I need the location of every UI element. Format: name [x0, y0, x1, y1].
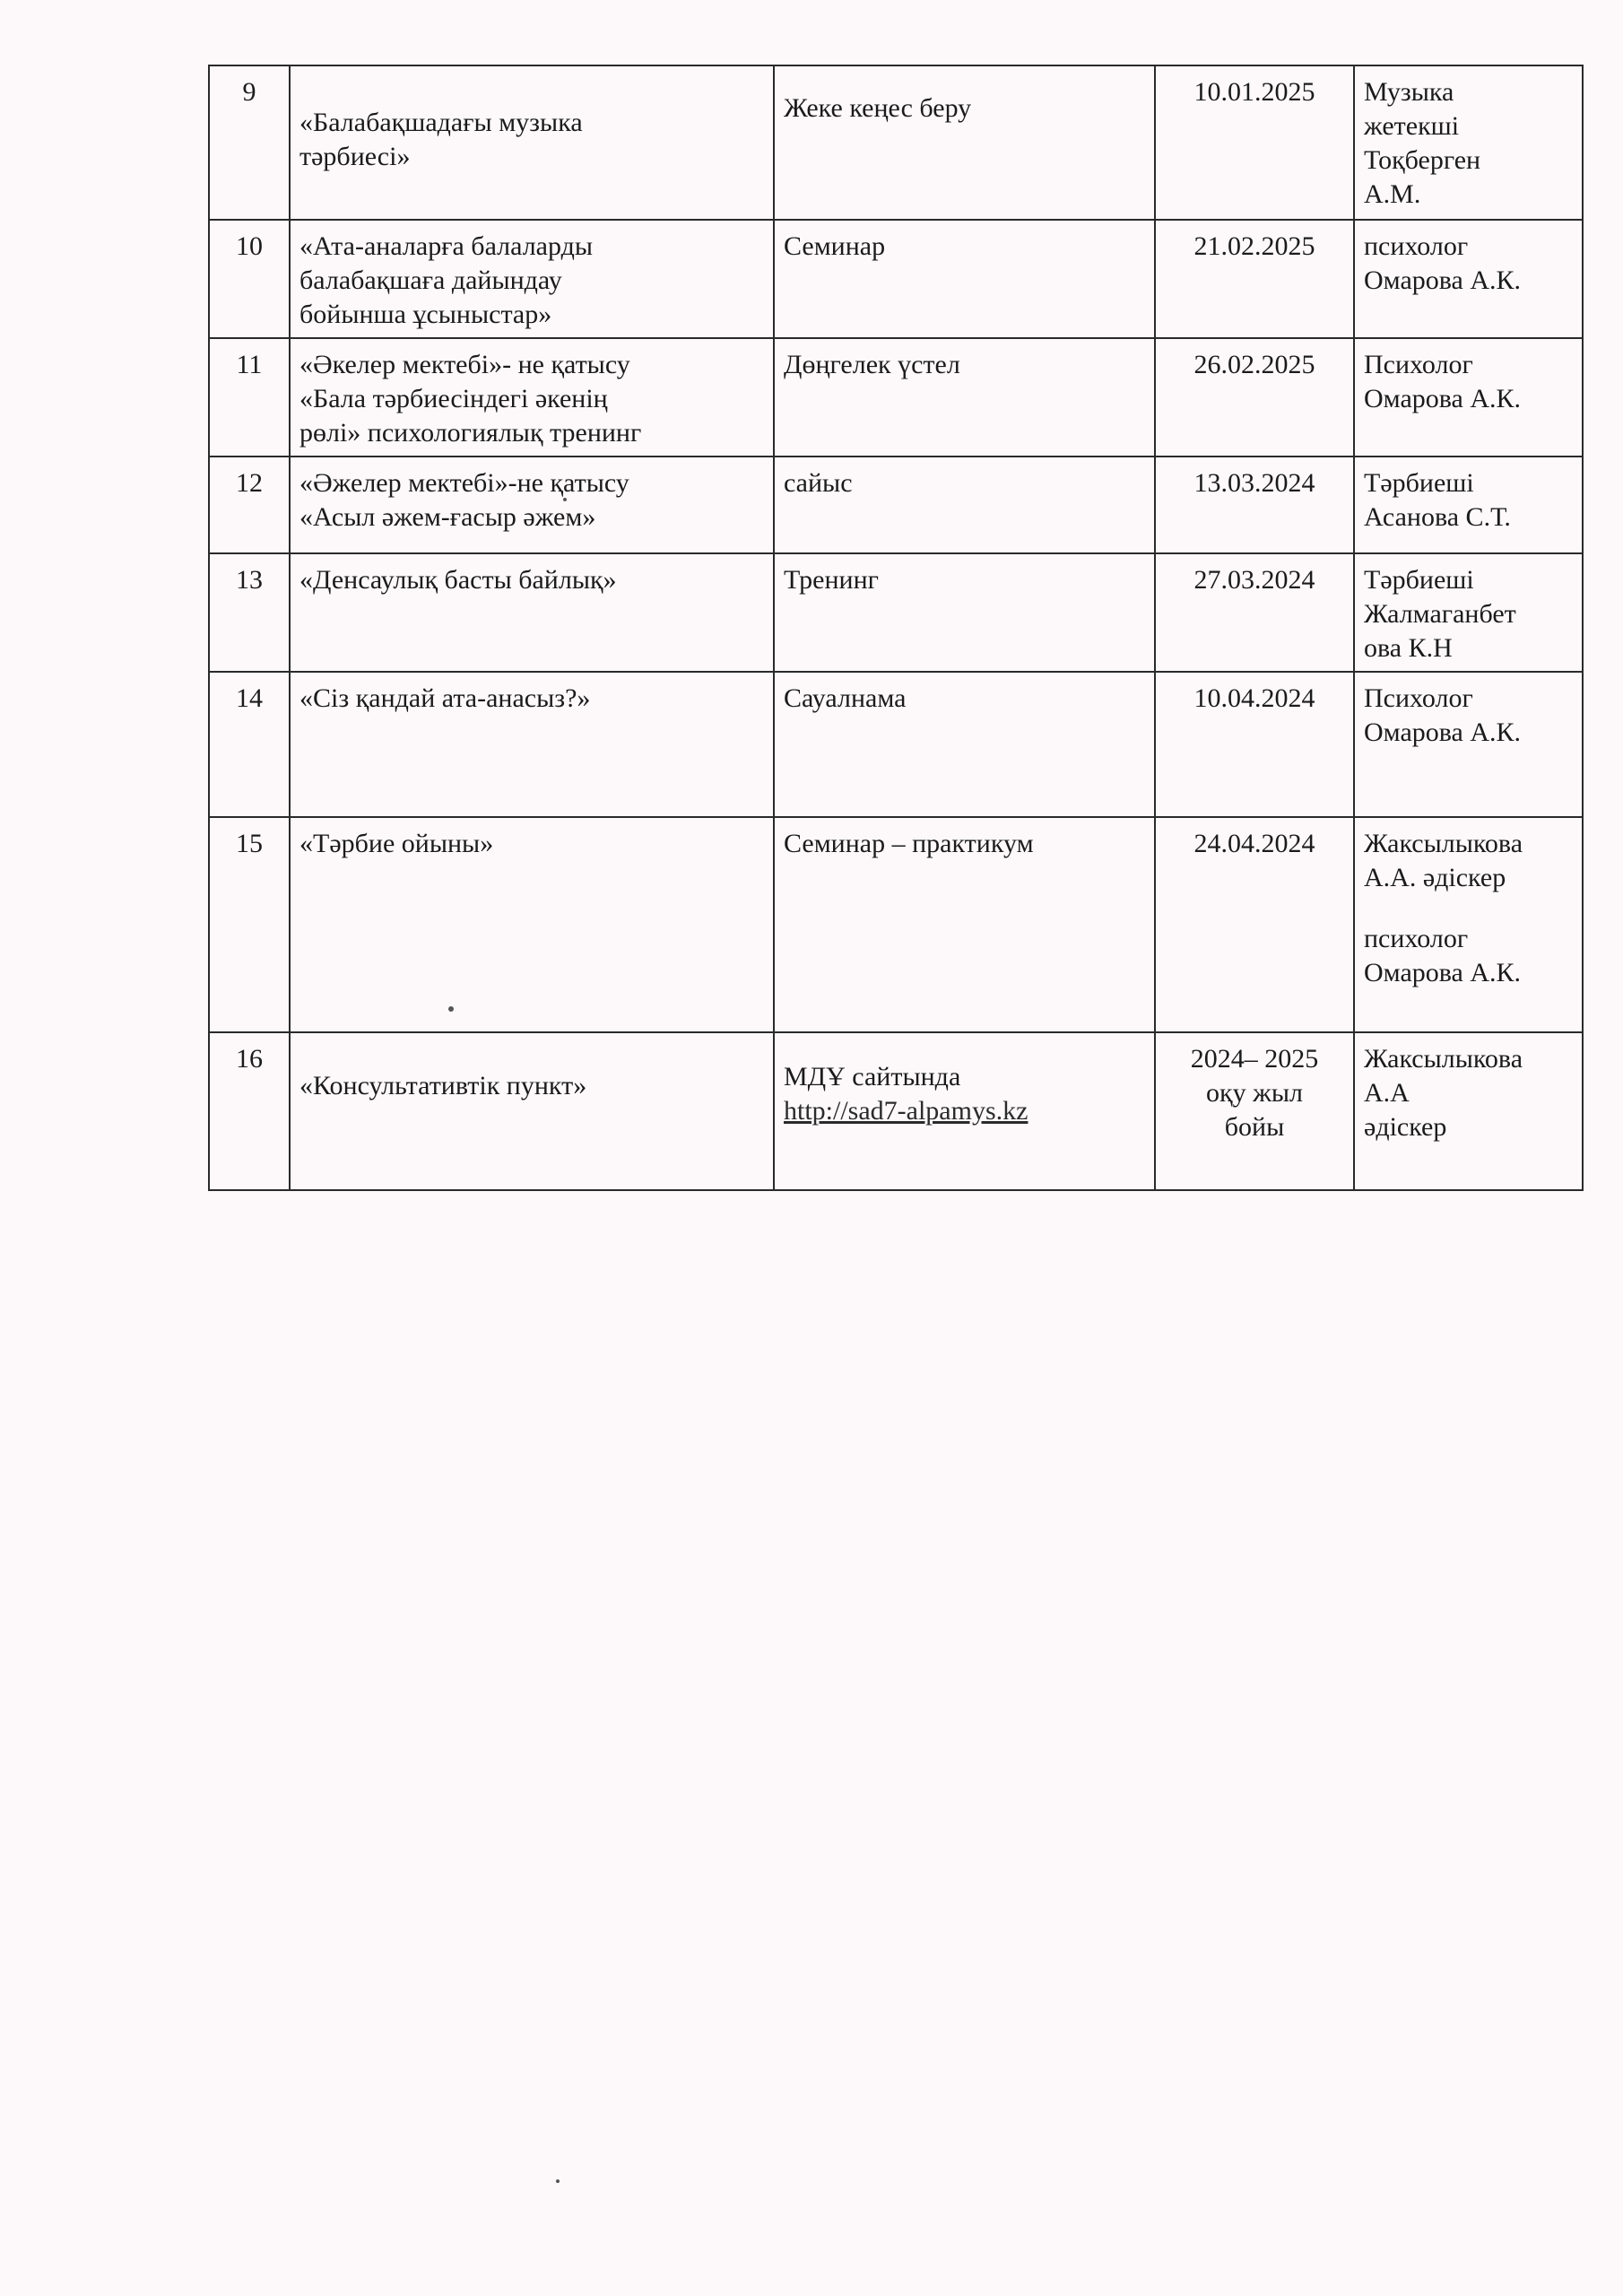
cell-line: Музыка: [1364, 77, 1454, 107]
responsible-cell: [1354, 1032, 1583, 1190]
cell-line: Семинар – практикум: [784, 829, 1034, 858]
table-row: [209, 1032, 1583, 1190]
events-table: [208, 65, 1584, 1191]
table-row: [209, 220, 1583, 338]
form-cell: [774, 672, 1155, 817]
cell-line: «Асыл әжем-ғасыр әжем»: [299, 502, 596, 532]
date-cell: [1155, 220, 1354, 338]
cell-line: оқу жыл: [1206, 1078, 1303, 1108]
date-cell: [1155, 338, 1354, 457]
cell-line: 13.03.2024: [1193, 468, 1315, 498]
responsible-cell: [1354, 457, 1583, 553]
row-number-cell: 12: [209, 457, 290, 553]
row-number-cell: 11: [209, 338, 290, 457]
cell-line: Жалмаганбет: [1364, 599, 1516, 629]
row-number-cell: 13: [209, 553, 290, 672]
cell-line: 26.02.2025: [1193, 350, 1315, 379]
table-row: [209, 457, 1583, 553]
responsible-cell: [1354, 672, 1583, 817]
topic-cell: [290, 553, 774, 672]
website-link[interactable]: http://sad7-alpamys.kz: [784, 1096, 1028, 1126]
cell-line: Психолог: [1364, 683, 1473, 713]
blank-line: [1364, 895, 1573, 922]
cell-line: Жаксылыкова: [1364, 1044, 1523, 1074]
responsible-cell: [1354, 220, 1583, 338]
scan-speck: [563, 498, 567, 501]
cell-line: сайыс: [784, 468, 853, 498]
row-number-cell: 15: [209, 817, 290, 1032]
responsible-cell: [1354, 338, 1583, 457]
cell-line: Сауалнама: [784, 683, 907, 713]
topic-cell: [290, 672, 774, 817]
cell-line: А.А. әдіскер: [1364, 863, 1506, 892]
date-cell: [1155, 553, 1354, 672]
date-cell: [1155, 457, 1354, 553]
cell-line: Тоқберген: [1364, 145, 1481, 175]
responsible-cell: [1354, 553, 1583, 672]
date-cell: [1155, 1032, 1354, 1190]
form-cell: [774, 220, 1155, 338]
cell-line: Семинар: [784, 231, 886, 261]
scan-speck: [556, 2179, 560, 2183]
cell-line: ова К.Н: [1364, 633, 1453, 663]
form-cell: [774, 817, 1155, 1032]
row-number-cell: 10: [209, 220, 290, 338]
cell-line: рөлі» психологиялық тренинг: [299, 418, 642, 448]
cell-line: Жаксылыкова: [1364, 829, 1523, 858]
topic-cell: [290, 1032, 774, 1190]
cell-line: 24.04.2024: [1193, 829, 1315, 858]
cell-line: Жеке кеңес беру: [784, 93, 972, 123]
cell-line: Психолог: [1364, 350, 1473, 379]
topic-cell: [290, 457, 774, 553]
cell-line: «Денсаулық басты байлық»: [299, 565, 617, 595]
cell-line: «Сіз қандай ата-анасыз?»: [299, 683, 591, 713]
cell-line: 10.01.2025: [1193, 77, 1315, 107]
date-cell: [1155, 672, 1354, 817]
cell-line: 21.02.2025: [1193, 231, 1315, 261]
table-row: [209, 672, 1583, 817]
cell-line: «Бала тәрбиесіндегі әкенің: [299, 384, 608, 413]
cell-line: әдіскер: [1364, 1112, 1447, 1142]
topic-cell: [290, 338, 774, 457]
cell-line: бойынша ұсыныстар»: [299, 300, 552, 329]
cell-line: Асанова С.Т.: [1364, 502, 1511, 532]
cell-line: Омарова А.К.: [1364, 718, 1522, 747]
cell-line: МДҰ сайтында: [784, 1062, 961, 1091]
cell-line: «Ата-аналарға балаларды: [299, 231, 594, 261]
row-number-cell: 16: [209, 1032, 290, 1190]
topic-cell: [290, 65, 774, 220]
cell-line: «Тәрбие ойыны»: [299, 829, 494, 858]
cell-line: Омарова А.К.: [1364, 958, 1522, 987]
cell-line: Тренинг: [784, 565, 879, 595]
date-cell: [1155, 65, 1354, 220]
cell-line: бойы: [1224, 1112, 1285, 1142]
topic-cell: [290, 220, 774, 338]
date-cell: [1155, 817, 1354, 1032]
cell-line: «Консультативтік пункт»: [299, 1071, 587, 1100]
form-cell: [774, 553, 1155, 672]
row-number-cell: 9: [209, 65, 290, 220]
cell-line: Тәрбиеші: [1364, 565, 1474, 595]
cell-line: жетекші: [1364, 111, 1460, 141]
cell-line: А.А: [1364, 1078, 1410, 1108]
cell-line: тәрбиесі»: [299, 142, 411, 171]
cell-line: Омарова А.К.: [1364, 265, 1522, 295]
cell-line: балабақшаға дайындау: [299, 265, 562, 295]
table-row: [209, 817, 1583, 1032]
scan-speck: [448, 1006, 454, 1012]
cell-line: 10.04.2024: [1193, 683, 1315, 713]
cell-line: 2024– 2025: [1190, 1044, 1319, 1074]
cell-line: «Әжелер мектебі»-не қатысу: [299, 468, 629, 498]
form-cell: [774, 338, 1155, 457]
table-row: [209, 65, 1583, 220]
topic-cell: [290, 817, 774, 1032]
responsible-cell: [1354, 65, 1583, 220]
cell-line: Омарова А.К.: [1364, 384, 1522, 413]
cell-line: Тәрбиеші: [1364, 468, 1474, 498]
row-number-cell: 14: [209, 672, 290, 817]
form-cell: [774, 65, 1155, 220]
cell-line: психолог: [1364, 924, 1469, 953]
form-cell: [774, 457, 1155, 553]
cell-line: А.М.: [1364, 179, 1421, 209]
cell-line: «Балабақшадағы музыка: [299, 108, 583, 137]
cell-line: 27.03.2024: [1193, 565, 1315, 595]
table-row: [209, 553, 1583, 672]
cell-line: Дөңгелек үстел: [784, 350, 960, 379]
responsible-cell: [1354, 817, 1583, 1032]
table-body: [209, 65, 1583, 1190]
form-cell: [774, 1032, 1155, 1190]
cell-line: «Әкелер мектебі»- не қатысу: [299, 350, 630, 379]
table-row: [209, 338, 1583, 457]
cell-line: психолог: [1364, 231, 1469, 261]
